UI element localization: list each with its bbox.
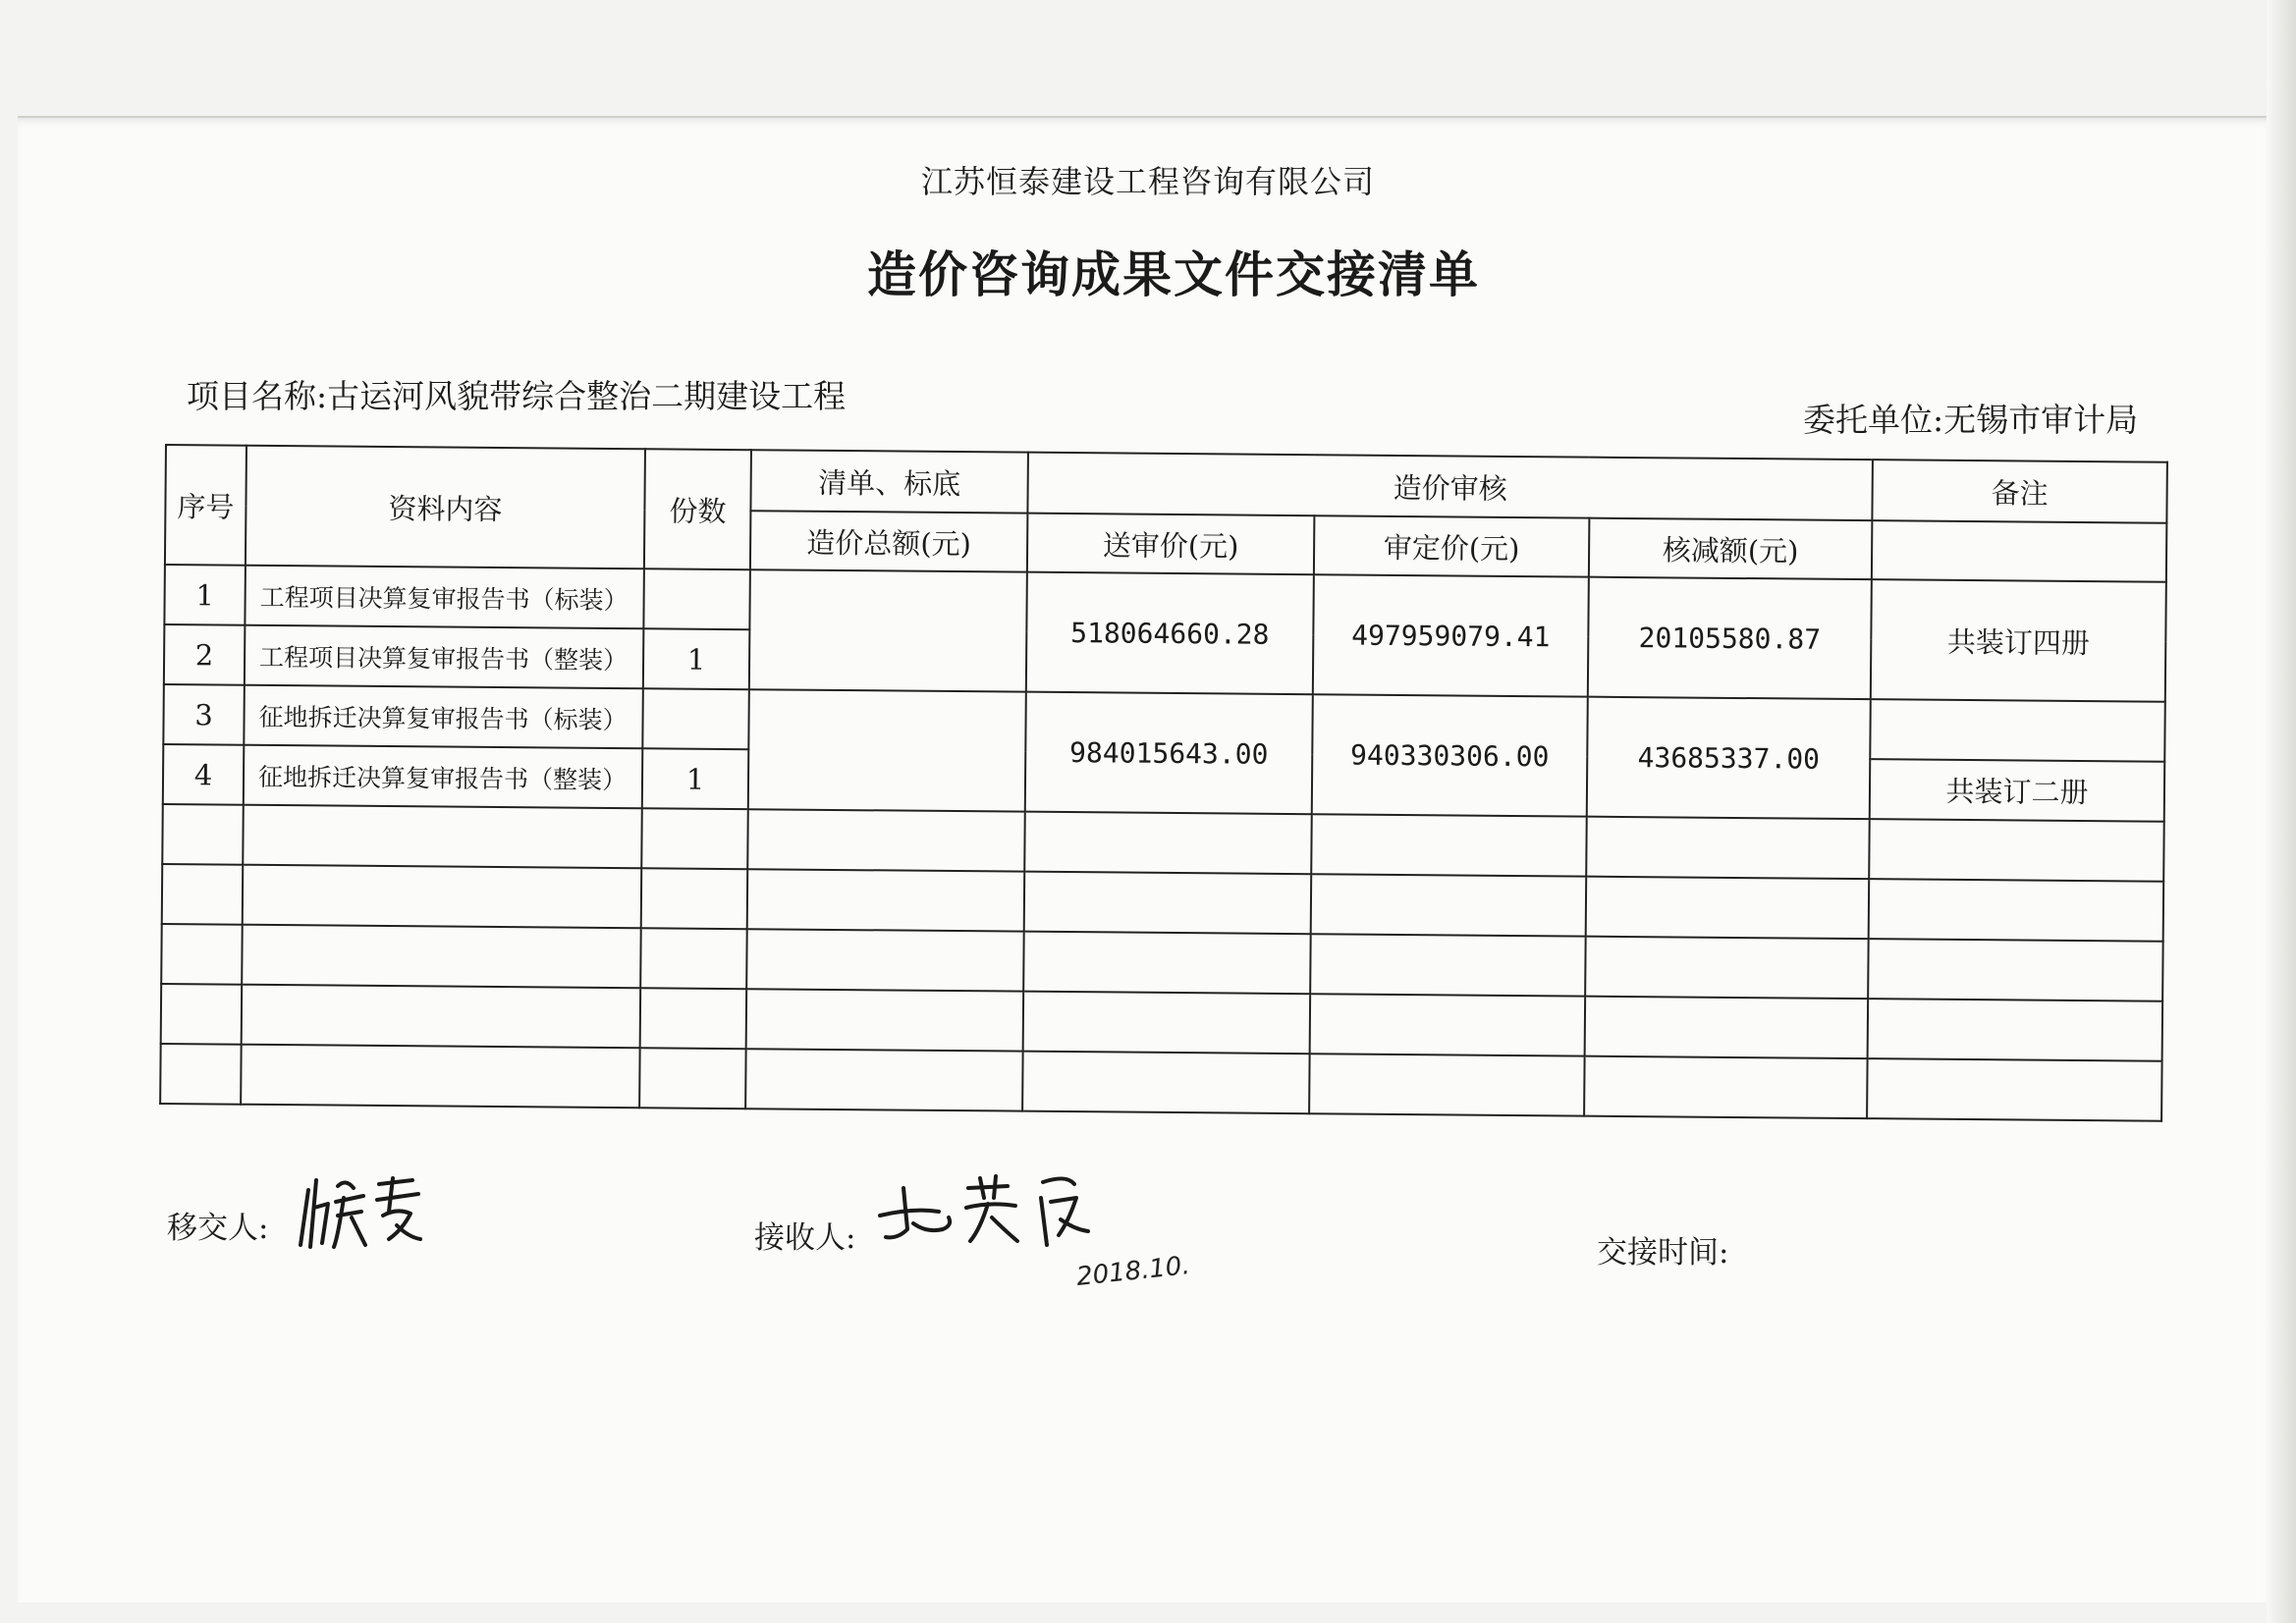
header-bill-bottom: 造价总额(元) (750, 511, 1028, 571)
header-approved: 审定价(元) (1314, 515, 1590, 576)
group-remark: 共装订四册 (1871, 579, 2166, 702)
project-name: 古运河风貌带综合整治二期建设工程 (327, 377, 847, 415)
row-content: 征地拆迁决算复审报告书（标装） (244, 685, 643, 749)
client-label: 委托单位: (1803, 401, 1944, 439)
group-remark-empty (1870, 699, 2165, 762)
project-label: 项目名称: (187, 377, 328, 415)
handover-label: 移交人: (167, 1211, 269, 1246)
row-bill-total (749, 569, 1027, 691)
row-content: 工程项目决算复审报告书（标装） (245, 566, 644, 629)
handover-signature (295, 1168, 452, 1257)
handover-table-wrapper (159, 444, 2168, 1122)
row-seq: 3 (163, 684, 245, 745)
receiver-label: 接收人: (754, 1220, 856, 1256)
group-submitted: 984015643.00 (1025, 692, 1313, 815)
group-remark: 共装订二册 (1870, 759, 2165, 822)
header-copies: 份数 (644, 449, 751, 569)
row-bill-total (748, 689, 1026, 811)
company-name: 江苏恒泰建设工程咨询有限公司 (920, 163, 1375, 200)
header-reduction: 核减额(元) (1589, 518, 1873, 580)
project-line (187, 371, 846, 417)
handover-table (159, 444, 2168, 1122)
header-seq: 序号 (165, 445, 246, 566)
client-line (1803, 395, 2138, 441)
header-bill-top: 清单、标底 (750, 450, 1028, 513)
row-copies (642, 688, 749, 749)
header-content: 资料内容 (246, 446, 645, 569)
document-title: 造价咨询成果文件交接清单 (867, 245, 1480, 303)
row-content: 征地拆迁决算复审报告书（整装） (244, 745, 643, 809)
client-name: 无锡市审计局 (1943, 401, 2139, 439)
row-content: 工程项目决算复审报告书（整装） (245, 625, 644, 689)
row-seq: 2 (164, 624, 246, 685)
handwritten-date: 2018.10. (1074, 1251, 1192, 1292)
header-remarks: 备注 (1872, 460, 2167, 523)
row-copies: 1 (642, 748, 749, 809)
group-reduction: 20105580.87 (1588, 577, 1872, 700)
header-remarks-sub (1872, 520, 2167, 582)
row-seq: 4 (163, 744, 245, 805)
row-seq: 1 (164, 565, 246, 625)
group-reduction: 43685337.00 (1587, 697, 1871, 820)
receiver-signature (874, 1168, 1100, 1257)
row-copies (643, 568, 750, 629)
header-submitted: 送审价(元) (1027, 514, 1315, 575)
group-approved: 940330306.00 (1312, 694, 1588, 816)
row-copies: 1 (643, 628, 750, 689)
time-label: 交接时间: (1597, 1235, 1729, 1271)
group-submitted: 518064660.28 (1026, 572, 1314, 695)
group-approved: 497959079.41 (1313, 574, 1589, 696)
header-audit: 造价审核 (1027, 453, 1873, 521)
